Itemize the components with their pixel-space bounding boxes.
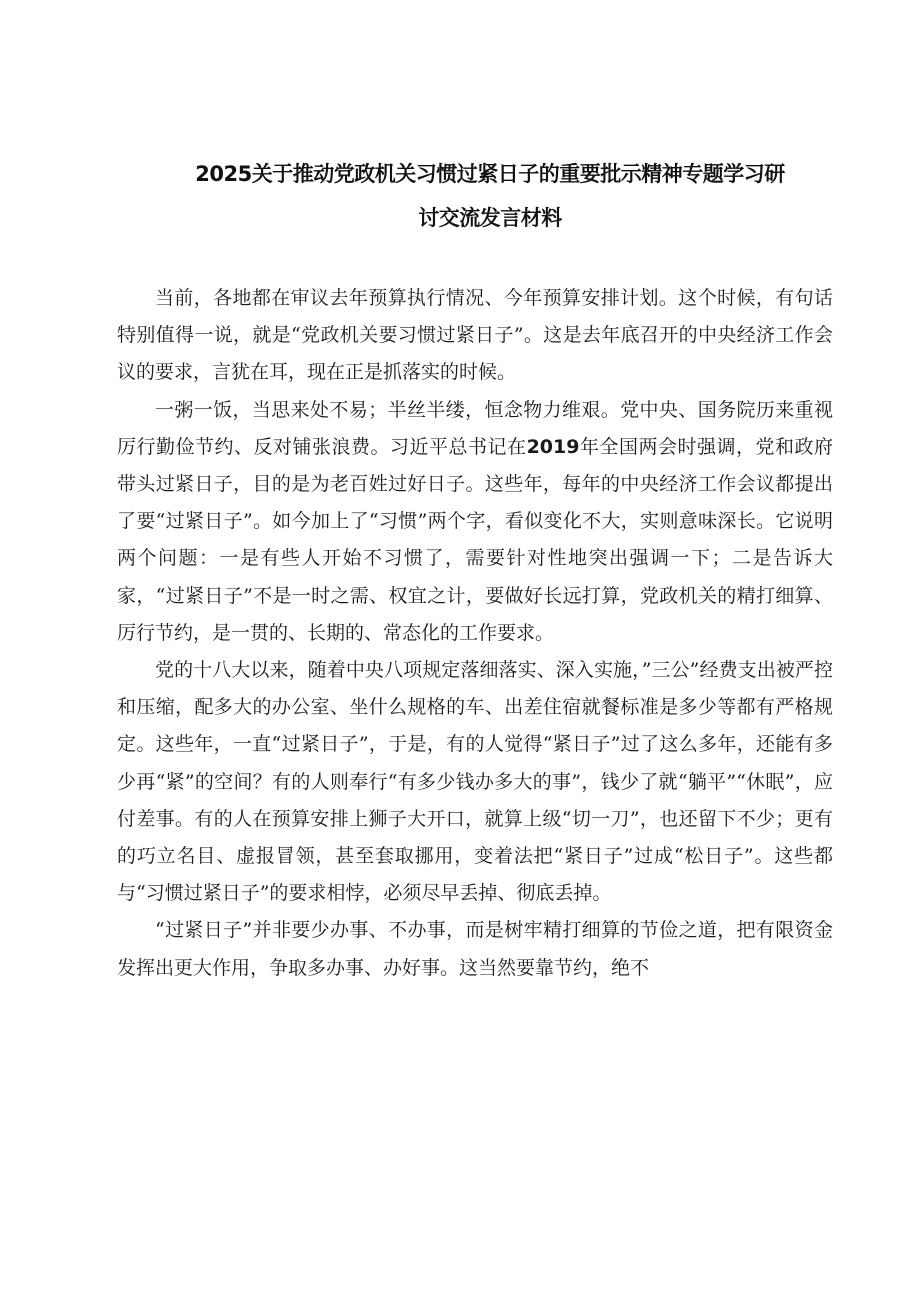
- paragraph-2: [117, 392, 833, 652]
- paragraph-2-year: 2019: [526, 435, 580, 458]
- paragraph-2-text-b: 年全国两会时强调，党和政府带头过紧日子，目的是为老百姓过好日子。这些年，每年的中央经济工作会议都提出了要“过紧日子”。如今加上了“习惯”两个字，看似变化不大，实则意味深长。它说明两个问题：一是有些人开始不习惯了，需要针对性地突出强调一下；二是告诉大家，“过紧日子”不是一时之需、权宜之计，要做好长远打算，党政机关的精打细算、厉行节约，是一贯的、长期的、常态化的工作要求。: [117, 435, 833, 644]
- document-title-line-2: 讨交流发言材料: [418, 206, 562, 230]
- document-title-line-1: 2025关于推动党政机关习惯过紧日子的重要批示精神专题学习研: [195, 162, 785, 186]
- paragraph-2-text-a: 一粥一饭，当思来处不易；半丝半缕，恒念物力维艰。党中央、国务院历来重视厉行勤俭节约、反对铺张浪费。习近平总书记在: [117, 398, 833, 458]
- paragraph-1: 当前，各地都在审议去年预算执行情况、今年预算安排计划。这个时候，有句话特别值得一说，就是“党政机关要习惯过紧日子”。这是去年底召开的中央经济工作会议的要求，言犹在耳，现在正是抓落实的时候。: [117, 287, 833, 384]
- paragraph-3: 党的十八大以来，随着中央八项规定落细落实、深入实施，”三公”经费支出被严控和压缩，配多大的办公室、坐什么规格的车、出差住宿就餐标准是多少等都有严格规定。这些年，一直“过紧日子”，于是，有的人觉得“紧日子”过了这么多年，还能有多少再“紧”的空间？有的人则奉行“有多少钱办多大的事”，钱少了就“躺平”“休眠”，应付差事。有的人在预算安排上狮子大开口，就算上级“切一刀”，也还留下不少；更有的巧立名目、虚报冒领，甚至套取挪用，变着法把“紧日子”过成“松日子”。这些都与“习惯过紧日子”的要求相悖，必须尽早丢掉、彻底丢掉。: [117, 659, 833, 905]
- document-body: [117, 280, 833, 987]
- paragraph-4: “过紧日子”并非要少办事、不办事，而是树牢精打细算的节俭之道，把有限资金发挥出更大作用，争取多办事、办好事。这当然要靠节约，绝不: [117, 919, 833, 979]
